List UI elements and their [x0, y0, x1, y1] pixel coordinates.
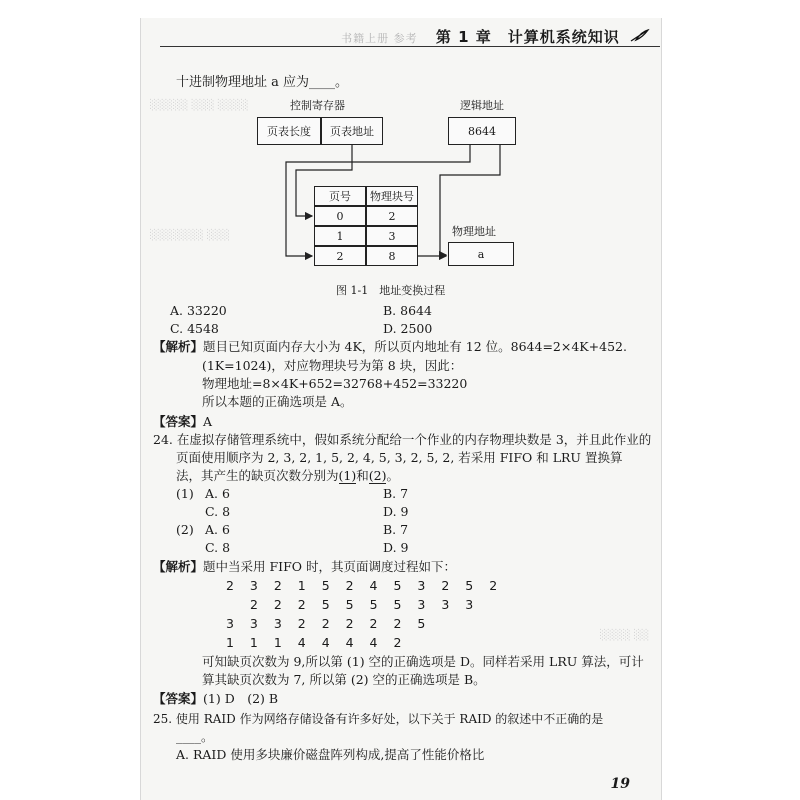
header-faint-text: 书籍上册 参考 [341, 32, 418, 45]
question-25-line: 25. 使用 RAID 作为网络存储设备有许多好处，以下关于 RAID 的叙述中不正确的是 [153, 712, 604, 726]
option-b: B. 8644 [383, 303, 432, 318]
table-cell: 8 [366, 246, 418, 266]
fifo-row: 2 2 2 5 5 5 5 3 3 3 [226, 597, 478, 612]
analysis-tag: 【解析】 [153, 339, 204, 354]
option-a: A. 33220 [170, 303, 227, 318]
question-24-line: 法，其产生的缺页次数分别为(1)和(2)。 [176, 468, 399, 483]
option-c: C. 4548 [170, 321, 219, 336]
blank-2: (2) [368, 468, 387, 483]
option-b: B. 7 [383, 522, 409, 537]
blank: ____。 [176, 729, 214, 744]
analysis-text: 题目已知页面内存大小为 4K，所以页内地址有 12 位。8644=2×4K+452. [203, 339, 627, 354]
analysis-text: 算其缺页次数为 7, 所以第 (2) 空的正确选项是 B。 [202, 672, 486, 687]
chapter-title: 第 1 章 计算机系统知识 [435, 28, 620, 46]
question-24-line: 24. 在虚拟存储管理系统中，假如系统分配给一个作业的内存物理块数是 3，并且此作业的 [153, 432, 652, 447]
answer-value: (1) D (2) B [203, 691, 279, 706]
option-d: D. 2500 [383, 321, 433, 336]
fifo-row: 2 3 2 1 5 2 4 5 3 2 5 2 [226, 578, 502, 593]
table-cell: 2 [314, 246, 366, 266]
answer-value: A [203, 414, 213, 429]
bleed-through-text: ░░░░░ ░░░ ░░░░ [150, 100, 249, 111]
analysis-text: 物理地址=8×4K+652=32768+452=33220 [202, 376, 468, 391]
table-header-page: 页号 [314, 186, 366, 206]
analysis-text: 题中当采用 FIFO 时，其页面调度过程如下： [203, 559, 456, 574]
blank-1: (1) [338, 468, 357, 483]
answer-line [153, 693, 278, 706]
table-cell: 2 [366, 206, 418, 226]
control-register-label: 控制寄存器 [290, 99, 345, 112]
page-table-address-box: 页表地址 [321, 117, 383, 145]
analysis-text: 所以本题的正确选项是 A。 [202, 394, 353, 409]
intro-text: 十进制物理地址 a 应为____。 [176, 75, 349, 90]
fifo-row: 3 3 3 2 2 2 2 2 5 [226, 616, 430, 631]
option-c: C. 8 [205, 540, 231, 555]
option-group-1-num: (1) [176, 486, 194, 501]
logical-address-label: 逻辑地址 [460, 99, 504, 112]
option-d: D. 9 [383, 540, 409, 555]
bleed-through-text: ░░░░░░░ ░░░ [150, 230, 231, 241]
option-c: C. 8 [205, 504, 231, 519]
physical-address-label: 物理地址 [452, 225, 496, 238]
answer-tag: 【答案】 [153, 691, 204, 706]
analysis-line [153, 341, 627, 354]
analysis-tag: 【解析】 [153, 559, 204, 574]
option-d: D. 9 [383, 504, 409, 519]
analysis-line [153, 561, 456, 574]
option-group-2-num: (2) [176, 522, 194, 537]
bleed-through-text: ░░░░ ░░ [600, 630, 650, 641]
table-cell: 3 [366, 226, 418, 246]
analysis-text: (1K=1024)，对应物理块号为第 8 块，因此： [202, 358, 463, 373]
option-a: A. RAID 使用多块廉价磁盘阵列构成,提高了性能价格比 [176, 747, 485, 762]
option-a: A. 6 [205, 522, 230, 537]
fifo-row: 1 1 1 4 4 4 4 2 [226, 635, 406, 650]
table-header-block: 物理块号 [366, 186, 418, 206]
analysis-text: 可知缺页次数为 9,所以第 (1) 空的正确选项是 D。同样若采用 LRU 算法，可计 [202, 654, 644, 669]
table-cell: 0 [314, 206, 366, 226]
option-a: A. 6 [205, 486, 230, 501]
page-number: 19 [610, 776, 630, 792]
answer-tag: 【答案】 [153, 414, 204, 429]
figure-caption: 图 1-1 地址变换过程 [336, 284, 446, 297]
page-table-length-box: 页表长度 [257, 117, 321, 145]
option-b: B. 7 [383, 486, 409, 501]
logical-address-box: 8644 [448, 117, 516, 145]
physical-address-box: a [448, 242, 514, 266]
question-24-line: 页面使用顺序为 2, 3, 2, 1, 5, 2, 4, 5, 3, 2, 5, 2, 若采用 FIFO 和 LRU 置换算 [176, 450, 623, 465]
table-cell: 1 [314, 226, 366, 246]
answer-line [153, 416, 212, 429]
